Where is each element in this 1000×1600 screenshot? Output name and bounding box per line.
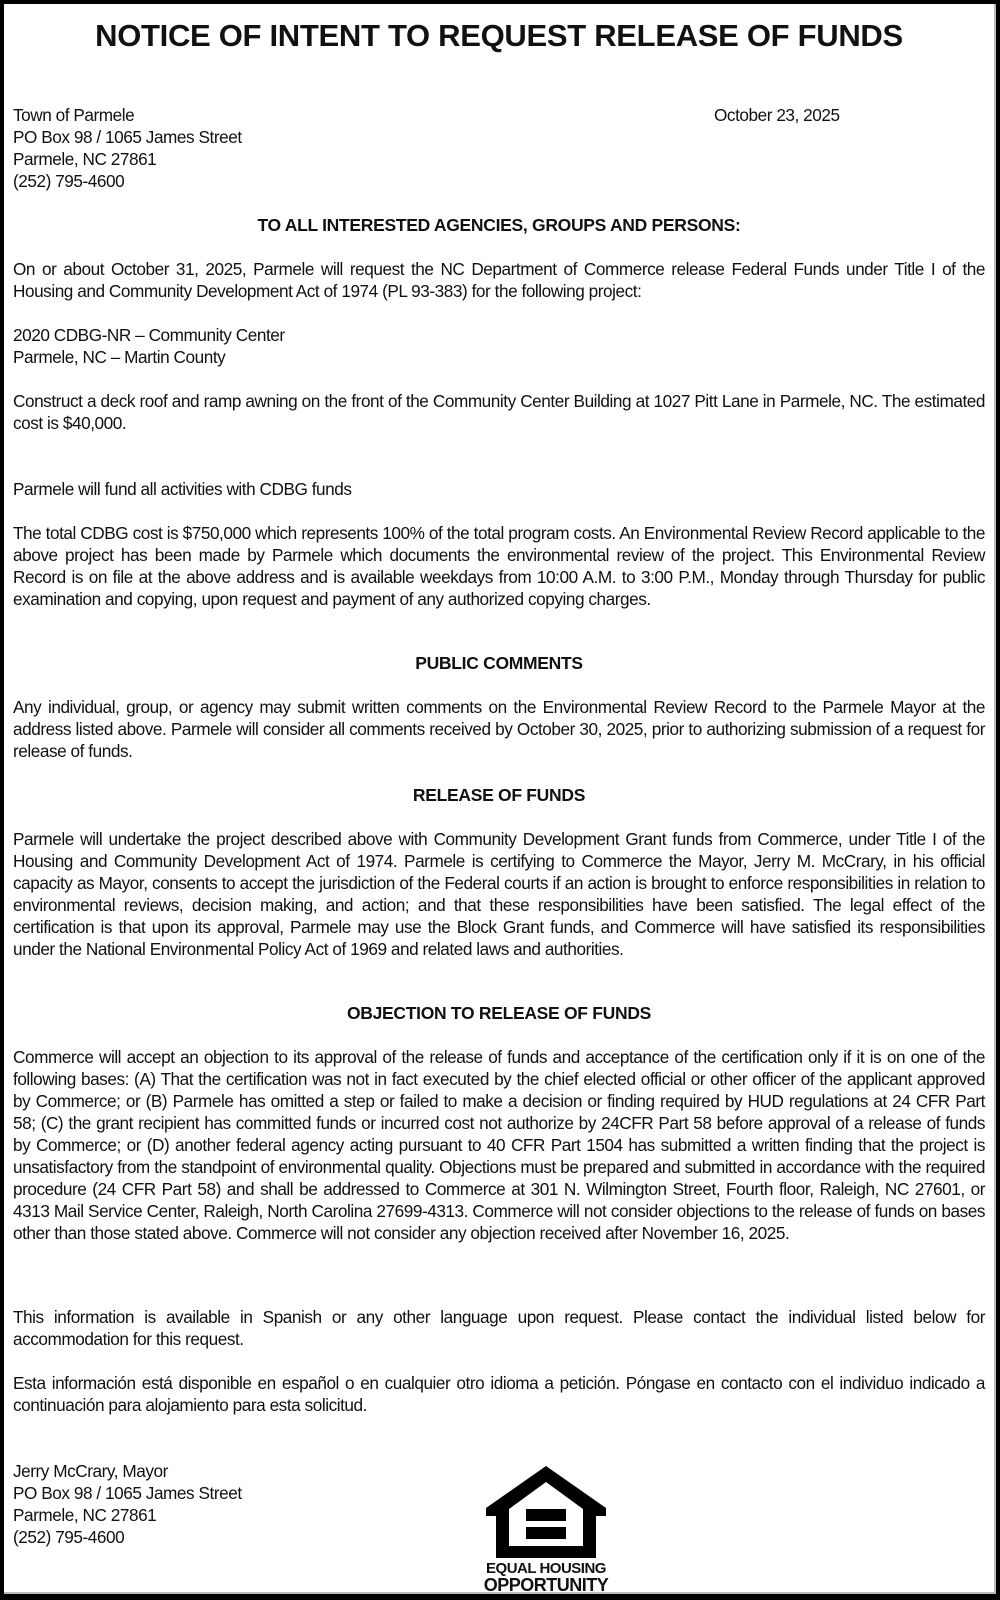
sender-line: Town of Parmele: [13, 105, 135, 125]
notice-page: [4, 4, 996, 1594]
sender-line: (252) 795-4600: [13, 171, 125, 191]
language-notice-spanish: Esta información está disponible en español o en cualquier otro idioma a petición. Póngase en contacto con el individuo indicado a continuación para alojamiento para esta solicitud.: [13, 1373, 985, 1415]
project-description: Construct a deck roof and ramp awning on the front of the Community Center Building at 1027 Pitt Lane in Parmele, NC. The estimated cost is $40,000.: [13, 391, 985, 433]
section-body-public-comments: Any individual, group, or agency may submit written comments on the Environmental Review Record to the Parmele Mayor at the address listed above. Parmele will consider all comments received by October 30, 2025, prior to authorizing submission of a request for release of funds.: [13, 697, 985, 761]
notice-date: October 23, 2025: [714, 105, 840, 125]
logo-text-line2: OPPORTUNITY: [483, 1575, 609, 1595]
funding-statement: Parmele will fund all activities with CDBG funds: [13, 479, 352, 499]
project-location: Parmele, NC – Martin County: [13, 347, 226, 367]
section-body-release-of-funds: Parmele will undertake the project described above with Community Development Grant funds from Commerce, under Title I of the Housing and Community Development Act of 1974. Parmele is certifying to Commerce the Mayor, Jerry M. McCrary, in his official capacity as Mayor, consents to accept the jurisdiction of the Federal courts if an action is brought to enforce responsibilities in relation to environmental reviews, decision making, and action; and that these responsibilities have been satisfied. The legal effect of the certification is that upon its approval, Parmele may use the Block Grant funds, and Commerce will have satisfied its responsibilities under the National Environmental Policy Act of 1969 and related laws and authorities.: [13, 829, 985, 959]
signature-line: (252) 795-4600: [13, 1527, 125, 1547]
project-name: 2020 CDBG-NR – Community Center: [13, 325, 285, 345]
sender-line: Parmele, NC 27861: [13, 149, 157, 169]
section-body-objection: Commerce will accept an objection to its approval of the release of funds and acceptance of the certification only if it is on one of the following bases: (A) That the certification was not in fact executed by the chief elected official or other officer of the applicant approved by Commerce; or (B) Parmele has omitted a step or failed to make a decision or finding required by HUD regulations at 24 CFR Part 58; (C) the grant recipient has committed funds or incurred cost not authorize by 24CFR Part 58 before approval of a release of funds by Commerce; or (D) another federal agency acting pursuant to 40 CFR Part 1504 has submitted a written finding that the project is unsatisfactory from the standpoint of environmental quality. Objections must be prepared and submitted in accordance with the required procedure (24 CFR Part 58) and shall be addressed to Commerce at 301 N. Wilmington Street, Fourth floor, Raleigh, NC 27601, or 4313 Mail Service Center, Raleigh, North Carolina 27699-4313. Commerce will not consider objections to the release of funds on bases other than those stated above. Commerce will not consider any objection received after November 16, 2025.: [13, 1047, 985, 1243]
equal-housing-house-icon: [482, 1464, 610, 1558]
sender-line: PO Box 98 / 1065 James Street: [13, 127, 242, 147]
cost-paragraph: The total CDBG cost is $750,000 which represents 100% of the total program costs. An Environmental Review Record applicable to the above project has been made by Parmele which documents the environmental review of the project. This Environmental Review Record is on file at the above address and is available weekdays from 10:00 A.M. to 3:00 P.M., Monday through Thursday for public examination and copying, upon request and payment of any authorized copying charges.: [13, 523, 985, 609]
section-heading-public-comments: PUBLIC COMMENTS: [415, 653, 583, 673]
signature-line: Jerry McCrary, Mayor: [13, 1461, 168, 1481]
section-heading-release-of-funds: RELEASE OF FUNDS: [412, 785, 586, 805]
signature-line: Parmele, NC 27861: [13, 1505, 157, 1525]
logo-text-line1: EQUAL HOUSING: [486, 1560, 606, 1577]
project-info: [13, 324, 985, 368]
intro-paragraph: On or about October 31, 2025, Parmele will request the NC Department of Commerce release Federal Funds under Title I of the Housing and Community Development Act of 1974 (PL 93-383) for the following project:: [13, 259, 985, 301]
page-title: NOTICE OF INTENT TO REQUEST RELEASE OF FUNDS: [95, 18, 903, 53]
salutation: TO ALL INTERESTED AGENCIES, GROUPS AND PERSONS:: [257, 215, 741, 235]
language-notice-english: This information is available in Spanish or any other language upon request. Please contact the individual listed below for accommodation for this request.: [13, 1307, 985, 1349]
signature-line: PO Box 98 / 1065 James Street: [13, 1483, 242, 1503]
equal-housing-logo: [482, 1464, 610, 1594]
section-heading-objection: OBJECTION TO RELEASE OF FUNDS: [346, 1003, 652, 1023]
